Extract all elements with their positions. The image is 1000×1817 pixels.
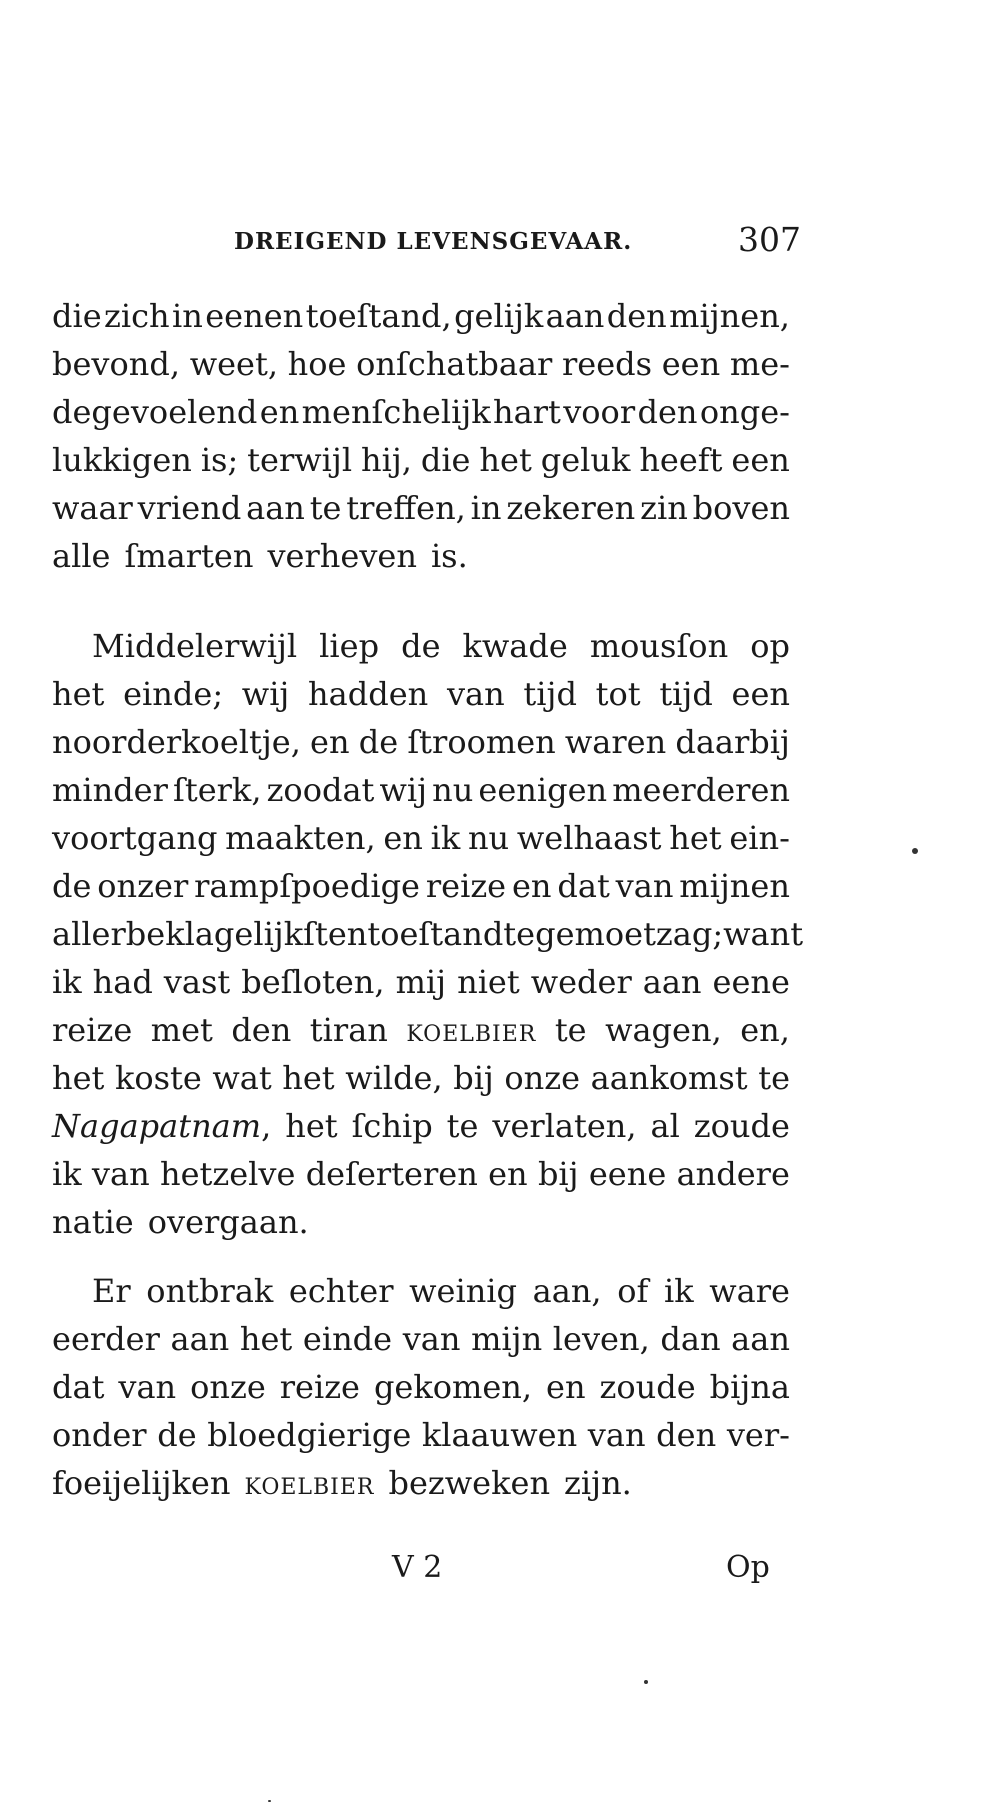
word: het <box>239 1320 293 1358</box>
word: weinig <box>409 1272 518 1310</box>
word: eerder <box>52 1320 160 1358</box>
word: het <box>52 1059 105 1097</box>
word: Er <box>92 1272 131 1310</box>
word: treffen, <box>346 489 466 527</box>
word: te <box>503 915 536 953</box>
word: vast <box>163 963 231 1001</box>
word: het <box>669 819 722 857</box>
page-number: 307 <box>738 220 801 259</box>
word: den <box>637 393 698 431</box>
word: ſterk, <box>172 771 262 809</box>
word: bloedgierige <box>207 1416 412 1454</box>
word: mij <box>395 963 447 1001</box>
word: ik <box>52 963 82 1001</box>
text-line <box>52 1054 790 1102</box>
word: onſchatbaar <box>356 345 553 383</box>
word: ſchip <box>351 1107 433 1145</box>
word: en <box>310 723 350 761</box>
word: echter <box>288 1272 394 1310</box>
word: de <box>401 627 441 665</box>
text-line <box>52 340 790 388</box>
word: ik <box>52 1155 82 1193</box>
word: ontbrak <box>146 1272 274 1310</box>
word: zekeren <box>506 489 636 527</box>
word: aankomst <box>590 1059 748 1097</box>
word: degevoelend <box>52 393 258 431</box>
word: zich <box>104 297 170 335</box>
text-line <box>52 910 804 958</box>
word: hadden <box>308 675 429 713</box>
word: bijna <box>709 1368 790 1406</box>
word: bezweken <box>388 1464 551 1502</box>
word: mijn <box>471 1320 543 1358</box>
text-line <box>52 718 790 766</box>
word: wij <box>379 771 427 809</box>
word: het <box>282 1059 335 1097</box>
word: welhaast <box>516 819 662 857</box>
word: eenen <box>205 297 304 335</box>
word: dat <box>557 867 610 905</box>
word: zag; <box>655 915 724 953</box>
word: beſloten, <box>241 963 385 1001</box>
word: verlaten, <box>492 1107 637 1145</box>
word: menſchelijk <box>301 393 491 431</box>
word: zoodat <box>266 771 375 809</box>
word: de <box>358 723 399 761</box>
paragraph-1 <box>52 292 790 580</box>
word: Middelerwijl <box>92 627 298 665</box>
word: aan <box>642 963 702 1001</box>
word: leven, <box>552 1320 650 1358</box>
word: en, <box>740 1011 790 1049</box>
word: mousſon <box>589 627 729 665</box>
text-line <box>52 622 790 670</box>
word: geluk <box>540 441 631 479</box>
word: de <box>157 1416 197 1454</box>
word: tot <box>595 675 641 713</box>
word: aan <box>731 1320 790 1358</box>
word: niet <box>457 963 520 1001</box>
text-line <box>52 292 790 340</box>
word: al <box>650 1107 680 1145</box>
word: tiran <box>309 1011 388 1049</box>
word: en <box>383 819 423 857</box>
word: daarbij <box>675 723 790 761</box>
word: van <box>118 1368 177 1406</box>
word: onzer <box>97 867 189 905</box>
word: gemoet <box>535 915 656 953</box>
word: van <box>402 1320 461 1358</box>
text-line <box>52 436 790 484</box>
word: allerbeklagelijkſten <box>52 915 368 953</box>
italic-place-name: Nagapatnam <box>52 1107 262 1145</box>
word: voortgang <box>52 819 218 857</box>
word: het <box>52 675 105 713</box>
text-line <box>52 1102 790 1150</box>
word: bij <box>537 1155 579 1193</box>
word: is. <box>430 537 468 575</box>
word: den <box>606 297 667 335</box>
word: van <box>91 1155 150 1193</box>
word: waar <box>52 489 133 527</box>
word: die <box>420 441 471 479</box>
word: een <box>731 675 790 713</box>
text-line <box>52 958 790 1006</box>
word: in <box>470 489 502 527</box>
word: zin <box>640 489 688 527</box>
word: eene <box>588 1155 667 1193</box>
text-line <box>52 1363 790 1411</box>
word: van <box>446 675 505 713</box>
word: ik <box>663 1272 694 1310</box>
word: rampſpoedige <box>194 867 420 905</box>
word: aan <box>545 297 605 335</box>
text-line <box>52 766 790 814</box>
word: dat <box>52 1368 105 1406</box>
word: onge- <box>699 393 790 431</box>
word: zijn. <box>564 1464 632 1502</box>
word: deſerteren <box>305 1155 478 1193</box>
word: minder <box>52 771 168 809</box>
word: koste <box>114 1059 202 1097</box>
word: en <box>488 1155 528 1193</box>
word: wij <box>241 675 290 713</box>
word: een <box>731 441 790 479</box>
word: mijnen, <box>669 297 790 335</box>
word: aan, <box>532 1272 602 1310</box>
word: einde; <box>123 675 224 713</box>
word: te <box>758 1059 790 1097</box>
word: reize <box>52 1011 133 1049</box>
word: vriend <box>137 489 242 527</box>
word: en <box>511 867 552 905</box>
word: verheven <box>267 537 417 575</box>
word: het <box>285 1107 338 1145</box>
word: te <box>446 1107 479 1145</box>
word: toeſtand, <box>305 297 452 335</box>
word: heeft <box>639 441 723 479</box>
text-line <box>52 1150 790 1198</box>
word: tijd <box>659 675 713 713</box>
word: noorderkoeltje, <box>52 723 301 761</box>
text-line <box>52 670 790 718</box>
word: hij, <box>360 441 412 479</box>
word: weet, <box>189 345 278 383</box>
word: de <box>52 867 92 905</box>
word: nu <box>432 771 474 809</box>
word: toeſtand <box>367 915 504 953</box>
word: van <box>587 1416 646 1454</box>
word: aan <box>170 1320 230 1358</box>
word: waren <box>564 723 667 761</box>
word: lukkigen <box>52 441 192 479</box>
text-line <box>52 862 790 910</box>
word: hetzelve <box>159 1155 296 1193</box>
word: tijd <box>523 675 577 713</box>
paragraph-2 <box>52 622 804 1246</box>
word: wilde, <box>345 1059 443 1097</box>
word: had <box>92 963 153 1001</box>
word: ſmarten <box>124 537 254 575</box>
word: in <box>172 297 203 335</box>
word: terwijl <box>247 441 353 479</box>
text-line <box>52 484 790 532</box>
word: boven <box>692 489 790 527</box>
word: reeds <box>561 345 653 383</box>
word: maakten, <box>225 819 376 857</box>
word: me- <box>729 345 790 383</box>
word: wat <box>212 1059 272 1097</box>
text-line <box>52 1006 790 1054</box>
word: koelbier <box>406 1011 537 1049</box>
word: gelijk <box>454 297 544 335</box>
ink-speck <box>268 1800 271 1802</box>
word: zoude <box>693 1107 790 1145</box>
word: den <box>231 1011 292 1049</box>
ink-speck <box>912 848 918 854</box>
word: meerderen <box>612 771 790 809</box>
word: te <box>554 1011 587 1049</box>
word: op <box>750 627 790 665</box>
word: nu <box>467 819 510 857</box>
text-line <box>52 814 790 862</box>
word: eene <box>712 963 790 1001</box>
word: reize <box>425 867 507 905</box>
word: ſtroomen <box>407 723 556 761</box>
ink-speck <box>644 1680 648 1684</box>
word: bevond, <box>52 345 181 383</box>
word: einde <box>302 1320 393 1358</box>
word: reize <box>279 1368 360 1406</box>
word: alle <box>52 537 111 575</box>
word: of <box>617 1272 649 1310</box>
text-line <box>52 1267 790 1315</box>
word: is; <box>200 441 239 479</box>
word: den <box>656 1416 717 1454</box>
word: overgaan. <box>147 1203 309 1241</box>
word: want <box>723 915 804 953</box>
word: hoe <box>287 345 347 383</box>
word: aan <box>246 489 305 527</box>
word: en <box>259 393 300 431</box>
text-line <box>52 388 790 436</box>
word: koelbier <box>244 1464 375 1502</box>
word: kwade <box>462 627 568 665</box>
text-line <box>52 1198 790 1246</box>
word: zoude <box>599 1368 696 1406</box>
word: ware <box>709 1272 790 1310</box>
word: die <box>52 297 102 335</box>
word: te <box>309 489 342 527</box>
paragraph-3 <box>52 1267 790 1507</box>
text-line <box>52 1459 790 1507</box>
word: onze <box>504 1059 581 1097</box>
word: een <box>661 345 721 383</box>
text-line <box>52 532 790 580</box>
word: en <box>546 1368 586 1406</box>
text-line <box>52 1411 790 1459</box>
word: foeijelijken <box>52 1464 231 1502</box>
word: ik <box>430 819 461 857</box>
catchword: Op <box>726 1550 770 1585</box>
word: dan <box>660 1320 721 1358</box>
word: wagen, <box>605 1011 722 1049</box>
word: natie <box>52 1203 134 1241</box>
word: ver- <box>726 1416 790 1454</box>
signature-mark: V 2 <box>392 1550 443 1585</box>
word: onze <box>190 1368 266 1406</box>
word: Nagapatnam, <box>52 1107 272 1145</box>
word: klaauwen <box>421 1416 578 1454</box>
word: hart <box>493 393 561 431</box>
running-head: DREIGEND LEVENSGEVAAR. <box>234 228 633 255</box>
word: het <box>479 441 532 479</box>
word: onder <box>52 1416 147 1454</box>
text-line <box>52 1315 790 1363</box>
word: andere <box>676 1155 790 1193</box>
word: met <box>150 1011 213 1049</box>
word: van <box>615 867 674 905</box>
word: mijnen <box>679 867 790 905</box>
word: voor <box>563 393 636 431</box>
word: liep <box>319 627 380 665</box>
word: eenigen <box>478 771 608 809</box>
word: gekomen, <box>373 1368 533 1406</box>
word: bij <box>453 1059 494 1097</box>
word: weder <box>530 963 632 1001</box>
word: ein- <box>729 819 790 857</box>
